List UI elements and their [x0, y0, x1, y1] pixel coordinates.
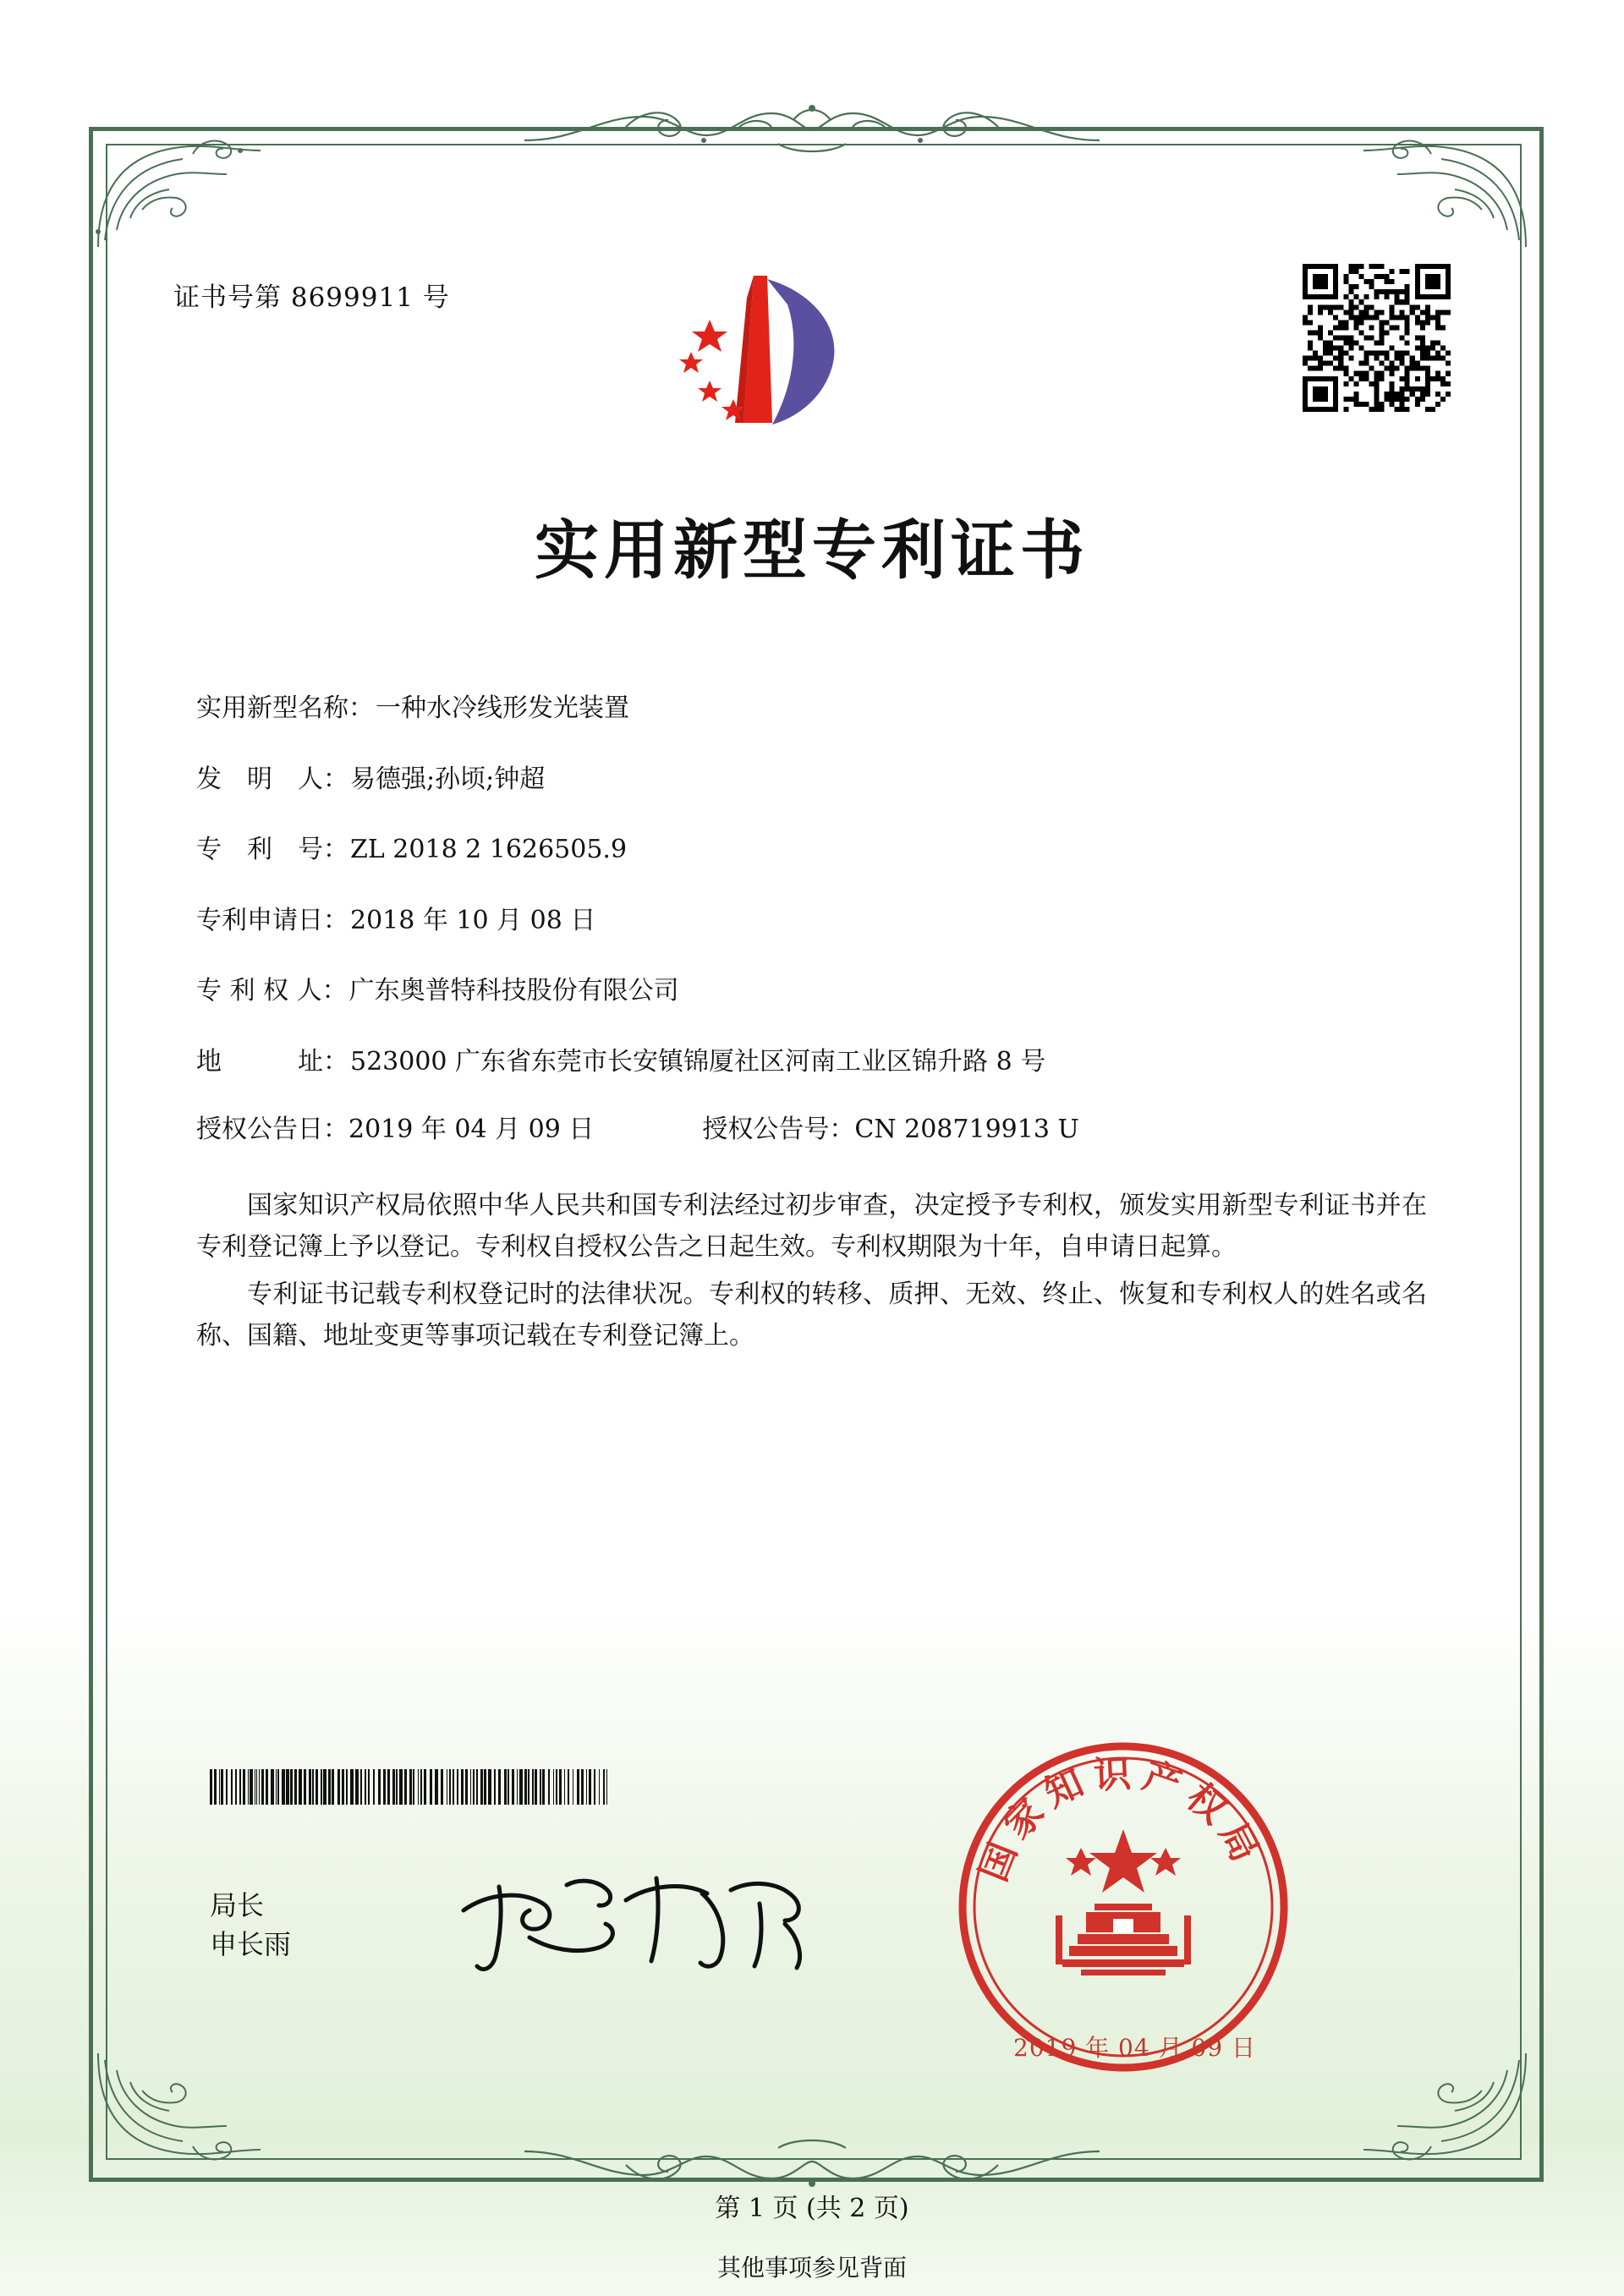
signatory-name: 申长雨 [210, 1928, 292, 1961]
field-row-application-date [196, 904, 1431, 939]
field-row-name [196, 692, 1431, 726]
field-row-address [196, 1045, 1431, 1080]
field-value: 一种水冷线形发光装置 [376, 693, 629, 723]
field-label: 地 址： [196, 1046, 348, 1077]
field-value: 2018 年 10 月 08 日 [350, 905, 596, 935]
field-label: 专 利 号： [196, 835, 348, 864]
seal-date: 2019 年 04 月 09 日 [1013, 2034, 1257, 2062]
page-number: 第 1 页 (共 2 页) [715, 2194, 909, 2223]
grant-number-value: CN 208719913 U [854, 1115, 1079, 1144]
field-label: 实用新型名称： [196, 693, 374, 723]
grant-date-group [196, 1108, 594, 1145]
field-label: 发 明 人： [196, 764, 348, 794]
field-label: 专 利 权 人： [196, 976, 348, 1006]
handwritten-signature [448, 1856, 829, 1983]
qr-code [1303, 264, 1451, 412]
field-list [196, 692, 1431, 1363]
field-row-inventor [196, 763, 1431, 797]
grant-number-group [702, 1108, 1078, 1145]
cnipa-logo [672, 264, 859, 433]
grant-number-label: 授权公告号： [702, 1115, 855, 1144]
field-row-patent-number [196, 833, 1431, 868]
field-value: ZL 2018 2 1626505.9 [350, 835, 628, 864]
paragraph-legal-2: 专利证书记载专利权登记时的法律状况。专利权的转移、质押、无效、终止、恢复和专利权人的姓名或名称、国籍、地址变更等事项记载在专利登记簿上。 [196, 1280, 1427, 1351]
field-value: 523000 广东省东莞市长安镇锦厦社区河南工业区锦升路 8 号 [350, 1046, 1046, 1077]
grant-date-label: 授权公告日： [196, 1115, 348, 1144]
field-value: 易德强;孙顷;钟超 [350, 764, 546, 794]
bottom-ornament [524, 2123, 1100, 2190]
signatory-role: 局长 [210, 1889, 265, 1921]
barcode [210, 1769, 633, 1805]
field-row-patentee [196, 974, 1431, 1009]
svg-text:国家知识产权局: 国家知识产权局 [971, 1751, 1270, 1888]
field-value: 广东奥普特科技股份有限公司 [348, 976, 679, 1006]
top-ornament [524, 101, 1100, 169]
field-label: 专利申请日： [196, 905, 348, 935]
signatory-block [210, 1886, 291, 1964]
page-title: 实用新型专利证书 [535, 512, 1089, 588]
official-seal [954, 1738, 1292, 2076]
grant-row [196, 1108, 1431, 1145]
paragraph-legal-1: 国家知识产权局依照中华人民共和国专利法经过初步审查，决定授予专利权，颁发实用新型专利证书并在专利登记簿上予以登记。专利权自授权公告之日起生效。专利权期限为十年，自申请日起算。 [196, 1191, 1427, 1262]
grant-date-value: 2019 年 04 月 09 日 [348, 1115, 595, 1144]
certificate-number: 证书号第 8699911 号 [173, 282, 450, 313]
footnote: 其他事项参见背面 [716, 2254, 907, 2282]
